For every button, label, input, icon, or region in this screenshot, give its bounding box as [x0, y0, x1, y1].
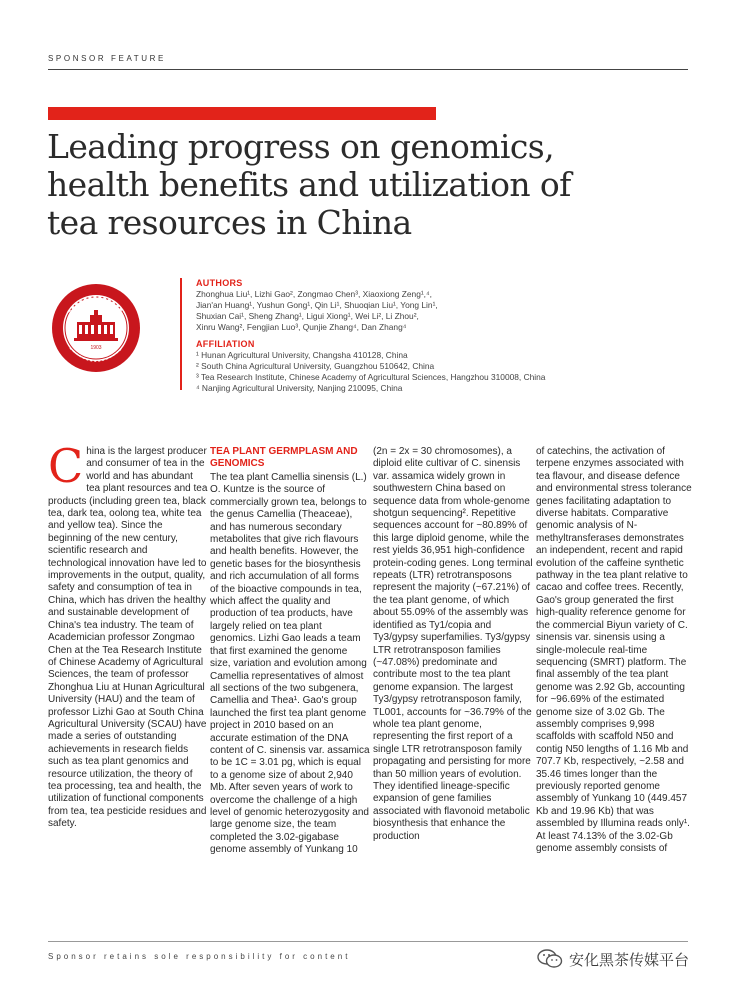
- body-column-4: [536, 446, 696, 855]
- affiliation-line: ³ Tea Research Institute, Chinese Academy of Agricultural Sciences, Hangzhou 310008, China: [196, 372, 546, 382]
- article-title: [47, 128, 687, 242]
- column-text: of catechins, the activation of terpene enzymes associated with tea flavour, and disease defence and environmental stress tolerance genes facilitating adaptation to diverse habitats. Comparative genomic analysis of N-methyltransferases demonstrates an independent, recent and rapid evolution of the caffeine synthetic pathway in the tea plant relative to cacao and coffee trees. Recently, Gao's group generated the first high-quality reference genome for the commercial Biyun variety of C. sinensis var. sinensis using a single-molecule real-time sequencing (SMRT) platform. The final assembly of the tea plant genome was 2.92 Gb, accounting for ~96.69% of the estimated genome size of 3.02 Gb. The assembly comprises 9,998 scaffolds with scaffold N50 and contig N50 lengths of 1.16 Mb and 707.7 Kb, respectively, ~2.58 and 35.46 times longer than the previously reported genome assembly of Yunkang 10 (449.457 Kb and 19.96 Kb) that was assembled by Illumina reads only¹. At least 74.13% of the 3.02-Gb genome assembly consists of: [536, 446, 692, 854]
- author-line: Jian'an Huang¹, Yushun Gong¹, Qin Li¹, Shuoqian Liu¹, Yong Lin¹,: [196, 300, 438, 310]
- affiliation-list: [196, 350, 576, 394]
- metadata-accent-rule: [180, 278, 182, 390]
- column-text: (2n = 2x = 30 chromosomes), a diploid elite cultivar of C. sinensis var. assamica widely grown in southwestern China based on sequence data from whole-genome shotgun sequencing². Repetitive sequences account for ~80.89% of this large diploid genome, while the rest yields 36,951 high-confidence protein-coding genes. Long terminal repeats (LTR) retrotransposons represent the majority (~67.21%) of the tea plant genome, of which about 55.09% of the assembly was identified as Ty1/copia and Ty3/gypsy superfamilies. Ty3/gypsy LTR retrotransposon families (~47.08%) predominate and contribute most to the tea plant genome expansion. The largest Ty3/gypsy retrotransposon family, TL001, accounts for ~36.79% of the whole tea plant genome, representing the first report of a single LTR retrotransposon family propagating and persisting for more than 50 million years of evolution. They identified lineage-specific expansion of gene families associated with flavonoid metabolic biosynthesis that enhance the production: [373, 446, 533, 842]
- intro-paragraph: hina is the largest producer and consumer of tea in the world and has abundant tea plant resources and tea products (including green tea, black tea, dark tea, oolong tea, white tea and yellow tea). Since the beginning of the new century, scientific research and technological innovation have led to improvements in the output, quality, safety and consumption of tea in China, which has driven the healthy and sustainable development of China's tea industry. The team of Academician professor Zongmao Chen at the Tea Research Institute of Chinese Academy of Agricultural Sciences, the team of professor Zhonghua Liu at Hunan Agricultural University (HAU) and the team of professor Lizhi Gao at South China Agricultural University (SCAU) have made a series of outstanding achievements in research fields such as tea plant genomics and resource utilization, the theory of tea processing, tea and health, the utilization of functional components from tea, tea pesticide residues and safety.: [48, 446, 208, 830]
- drop-cap: C: [48, 439, 84, 493]
- body-column-2: [210, 446, 370, 857]
- title-accent-bar: [48, 107, 436, 120]
- title-line-3: tea resources in China: [47, 203, 412, 242]
- affiliation-line: ¹ Hunan Agricultural University, Changsha 410128, China: [196, 350, 408, 360]
- top-divider: [48, 69, 688, 70]
- affiliation-line: ² South China Agricultural University, Guangzhou 510642, China: [196, 361, 435, 371]
- body-column-3: [373, 446, 533, 843]
- author-line: Zhonghua Liu¹, Lizhi Gao², Zongmao Chen³, Xiaoxiong Zeng¹,⁴,: [196, 289, 432, 299]
- sponsor-label: SPONSOR FEATURE: [48, 54, 166, 63]
- wechat-icon: [537, 948, 563, 970]
- section-heading: TEA PLANT GERMPLASM AND GENOMICS: [210, 446, 358, 469]
- column-text: The tea plant Camellia sinensis (L.) O. Kuntze is the source of commercially grown tea, belongs to the genus Camellia (Theaceae), and has numerous secondary metabolites that give rich flavours and health benefits. However, the genetic bases for the biosynthesis and rich accumulation of all forms of the bioactive compounds in tea, which affect the quality and production of tea products, have largely relied on tea plant genomics. Lizhi Gao leads a team that first examined the genome size, variation and evolution among Camellia representatives of almost all sections of the two subgenera, Camellia and Thea¹. Gao's group launched the first tea plant genome project in 2010 based on an accurate estimation of the DNA content of C. sinensis var. assamica to be 1C = 3.01 pg, which is equal to a genome size of about 2,940 Mb. After seven years of work to overcome the challenge of a high level of genomic heterozygosity and large genome size, the team completed the 3.02-gigabase genome assembly of Yunkang 10: [210, 472, 370, 856]
- author-line: Xinru Wang², Fengjian Luo³, Qunjie Zhang⁴, Dan Zhang⁴: [196, 322, 407, 332]
- watermark: [537, 948, 689, 970]
- watermark-text: 安化黑茶传媒平台: [569, 951, 690, 969]
- title-line-1: Leading progress on genomics,: [47, 127, 554, 166]
- footer-disclaimer: Sponsor retains sole responsibility for content: [48, 952, 351, 961]
- author-line: Shuxian Cai¹, Sheng Zhang¹, Ligui Xiong¹, Wei Li², Li Zhou²,: [196, 311, 419, 321]
- logo-year: 1903: [90, 345, 102, 351]
- author-metadata: [196, 278, 576, 397]
- university-logo: [50, 282, 142, 374]
- affiliation-heading: AFFILIATION: [196, 339, 255, 349]
- authors-heading: AUTHORS: [196, 278, 243, 288]
- affiliation-line: ⁴ Nanjing Agricultural University, Nanjing 210095, China: [196, 383, 403, 393]
- title-line-2: health benefits and utilization of: [47, 165, 571, 204]
- body-column-1: [48, 439, 208, 831]
- author-list: [196, 289, 576, 333]
- bottom-divider: [48, 941, 688, 942]
